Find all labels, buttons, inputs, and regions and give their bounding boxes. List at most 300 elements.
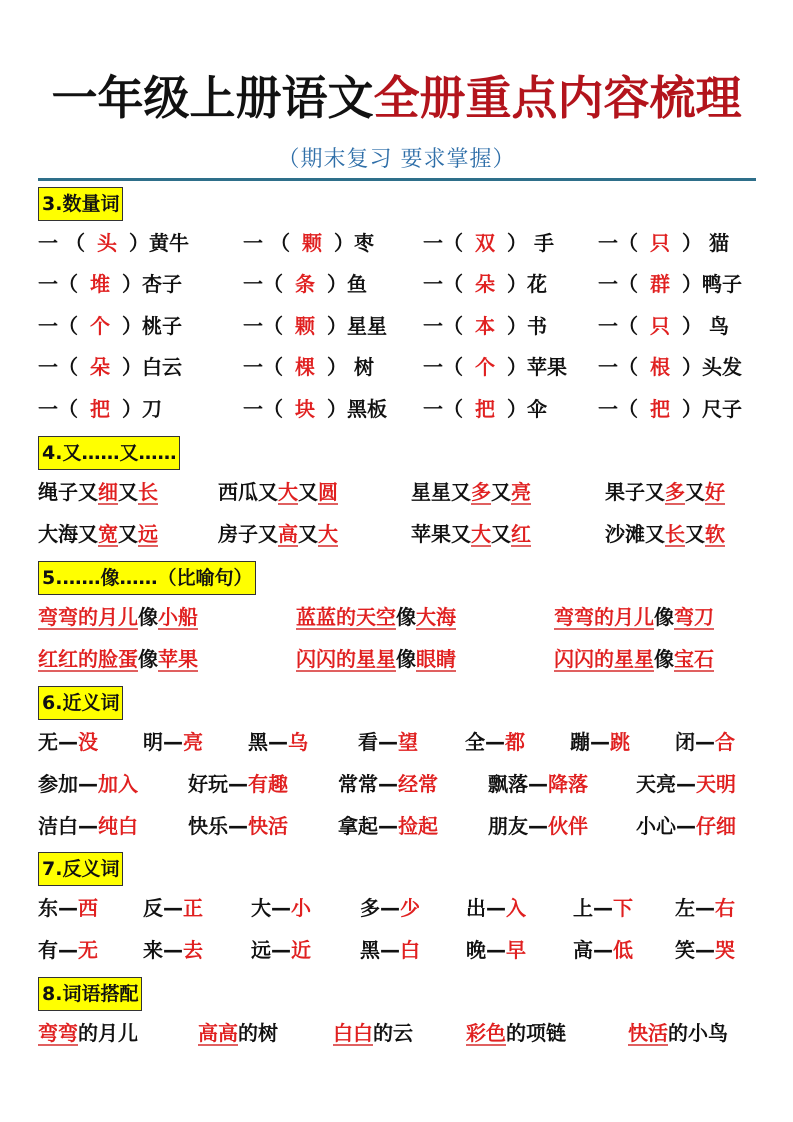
quantifier-answer: 把: [650, 397, 670, 421]
simile-row: [38, 641, 756, 677]
you-you-adj-2: 长: [138, 480, 158, 504]
quantifier-noun: ）伞: [507, 397, 547, 421]
dash: —: [228, 814, 248, 838]
you-you-subject: 星星: [411, 480, 451, 504]
simile-subject: 红红的脸蛋: [38, 647, 138, 671]
quantifier-noun: ） 猫: [682, 231, 729, 255]
quantifier-noun: ）头发: [682, 355, 742, 379]
simile-object: 大海: [416, 605, 456, 629]
you-you-adj-1: 大: [471, 522, 491, 546]
quantifier-item: [423, 391, 547, 427]
collocation-noun: 的树: [238, 1021, 278, 1045]
quantifier-prefix: 一（: [243, 397, 283, 421]
antonym-answer: 少: [400, 896, 420, 920]
quantifier-noun: ）花: [507, 272, 547, 296]
dash: —: [163, 730, 183, 754]
dash: —: [271, 938, 291, 962]
you-you-item: [605, 474, 725, 510]
quantifier-row: [38, 225, 756, 261]
collocation-item: [198, 1015, 278, 1051]
antonym-word: 笑: [675, 938, 695, 962]
dash: —: [380, 896, 400, 920]
quantifier-item: [38, 266, 182, 302]
quantifier-answer: 堆: [90, 272, 110, 296]
antonym-word: 多: [360, 896, 380, 920]
quantifier-answer: 头: [96, 231, 117, 255]
simile-item: [296, 599, 456, 635]
antonym-answer: 白: [400, 938, 420, 962]
quantifier-item: [598, 225, 729, 261]
dash: —: [695, 896, 715, 920]
synonym-pair: [675, 724, 735, 760]
you-you-adj-2: 好: [705, 480, 725, 504]
collocation-item: [628, 1015, 728, 1051]
antonym-pair: [675, 932, 735, 968]
antonym-answer: 西: [78, 896, 98, 920]
section-heading-quantifiers: 3.数量词: [38, 187, 123, 221]
synonym-pair: [488, 808, 588, 844]
synonym-pair: [338, 766, 438, 802]
antonym-answer: 低: [613, 938, 633, 962]
quantifier-answer: 把: [475, 397, 495, 421]
synonym-pair: [38, 766, 138, 802]
synonym-word: 好玩: [188, 772, 228, 796]
antonym-word: 晚: [466, 938, 486, 962]
you-you-subject: 苹果: [411, 522, 451, 546]
synonym-answer: 纯白: [98, 814, 138, 838]
quantifier-item: [423, 266, 547, 302]
synonym-pair: [465, 724, 525, 760]
simile-object: 弯刀: [674, 605, 714, 629]
quantifier-item: [38, 349, 182, 385]
quantifier-item: [423, 308, 547, 344]
collocation-modifier: 高高: [198, 1021, 238, 1045]
you-you-item: [38, 474, 158, 510]
synonym-answer: 降落: [548, 772, 588, 796]
quantifier-prefix: 一（: [598, 314, 638, 338]
quantifier-item: [243, 349, 374, 385]
dash: —: [528, 814, 548, 838]
quantifier-item: [598, 266, 742, 302]
antonym-answer: 早: [506, 938, 526, 962]
synonym-word: 天亮: [636, 772, 676, 796]
you-you-adj-2: 圆: [318, 480, 338, 504]
synonym-pair: [636, 766, 736, 802]
antonym-answer: 入: [506, 896, 526, 920]
synonym-row: [38, 766, 756, 802]
quantifier-prefix: 一（: [598, 231, 638, 255]
collocation-item: [466, 1015, 566, 1051]
simile-subject: 闪闪的星星: [554, 647, 654, 671]
simile-item: [38, 641, 198, 677]
quantifier-noun: ）枣: [333, 231, 374, 255]
quantifier-prefix: 一（: [598, 355, 638, 379]
section-heading-antonyms: 7.反义词: [38, 852, 123, 886]
simile-object: 小船: [158, 605, 198, 629]
synonym-pair: [636, 808, 736, 844]
dash: —: [486, 896, 506, 920]
simile-subject: 弯弯的月儿: [554, 605, 654, 629]
dash: —: [695, 938, 715, 962]
you-you-item: [605, 516, 725, 552]
divider: [38, 178, 756, 181]
dash: —: [528, 772, 548, 796]
dash: —: [486, 938, 506, 962]
quantifier-answer: 把: [90, 397, 110, 421]
synonym-answer: 合: [715, 730, 735, 754]
antonym-answer: 无: [78, 938, 98, 962]
antonym-pair: [466, 932, 526, 968]
synonym-word: 无: [38, 730, 58, 754]
quantifier-noun: ） 手: [507, 231, 554, 255]
dash: —: [78, 814, 98, 838]
quantifier-row: [38, 391, 756, 427]
quantifier-noun: ）书: [507, 314, 547, 338]
you-you-connector: 又: [78, 480, 98, 504]
synonym-word: 快乐: [188, 814, 228, 838]
synonym-pair: [38, 724, 98, 760]
title-black-part: 一年级上册语文: [51, 71, 374, 125]
antonym-row: [38, 932, 756, 968]
section-heading-synonyms: 6.近义词: [38, 686, 123, 720]
you-you-adj-2: 远: [138, 522, 158, 546]
synonym-pair: [570, 724, 630, 760]
you-you-item: [38, 516, 158, 552]
collocation-modifier: 白白: [333, 1021, 373, 1045]
you-you-subject: 绳子: [38, 480, 78, 504]
you-you-adj-1: 高: [278, 522, 298, 546]
you-you-adj-1: 长: [665, 522, 685, 546]
quantifier-prefix: 一（: [243, 355, 283, 379]
dash: —: [268, 730, 288, 754]
synonym-pair: [358, 724, 418, 760]
simile-connector: 像: [138, 647, 158, 671]
you-you-connector: 又: [258, 522, 278, 546]
quantifier-answer: 个: [475, 355, 495, 379]
antonym-pair: [675, 890, 735, 926]
antonym-pair: [573, 932, 633, 968]
antonym-word: 大: [251, 896, 271, 920]
simile-connector: 像: [138, 605, 158, 629]
synonym-answer: 经常: [398, 772, 438, 796]
antonym-pair: [251, 932, 311, 968]
quantifier-row: [38, 349, 756, 385]
quantifier-item: [243, 266, 367, 302]
simile-subject: 弯弯的月儿: [38, 605, 138, 629]
quantifier-noun: ） 鸟: [682, 314, 729, 338]
quantifier-noun: ）杏子: [122, 272, 182, 296]
antonym-answer: 近: [291, 938, 311, 962]
synonym-word: 明: [143, 730, 163, 754]
antonym-word: 远: [251, 938, 271, 962]
quantifier-answer: 颗: [295, 314, 315, 338]
title-red-part: 全册重点内容梳理: [373, 71, 742, 125]
quantifier-answer: 群: [650, 272, 670, 296]
dash: —: [676, 814, 696, 838]
dash: —: [676, 772, 696, 796]
synonym-answer: 快活: [248, 814, 288, 838]
synonym-answer: 都: [505, 730, 525, 754]
simile-connector: 像: [396, 647, 416, 671]
antonym-pair: [251, 890, 311, 926]
quantifier-noun: ）刀: [122, 397, 162, 421]
simile-row: [38, 599, 756, 635]
quantifier-prefix: 一（: [38, 314, 78, 338]
you-you-connector: 又: [491, 480, 511, 504]
quantifier-answer: 颗: [301, 231, 322, 255]
collocation-item: [333, 1015, 413, 1051]
quantifier-noun: ）苹果: [507, 355, 567, 379]
simile-object: 眼睛: [416, 647, 456, 671]
synonym-answer: 仔细: [696, 814, 736, 838]
quantifier-noun: ）白云: [122, 355, 182, 379]
quantifier-item: [243, 391, 387, 427]
quantifier-answer: 根: [650, 355, 670, 379]
antonym-word: 上: [573, 896, 593, 920]
you-you-connector: 又: [118, 480, 138, 504]
you-you-connector: 又: [645, 522, 665, 546]
collocation-modifier: 快活: [628, 1021, 668, 1045]
synonym-pair: [488, 766, 588, 802]
you-you-subject: 沙滩: [605, 522, 645, 546]
quantifier-prefix: 一（: [423, 272, 463, 296]
quantifier-prefix: 一 （: [243, 231, 290, 255]
antonym-word: 来: [143, 938, 163, 962]
you-you-connector: 又: [451, 480, 471, 504]
antonym-answer: 右: [715, 896, 735, 920]
dash: —: [58, 730, 78, 754]
synonym-answer: 有趣: [248, 772, 288, 796]
you-you-connector: 又: [685, 522, 705, 546]
dash: —: [590, 730, 610, 754]
antonym-pair: [360, 890, 420, 926]
synonym-word: 常常: [338, 772, 378, 796]
quantifier-item: [598, 349, 742, 385]
you-you-connector: 又: [78, 522, 98, 546]
antonym-pair: [38, 932, 98, 968]
dash: —: [271, 896, 291, 920]
simile-item: [554, 641, 714, 677]
quantifier-prefix: 一（: [243, 314, 283, 338]
quantifier-item: [38, 225, 189, 261]
quantifier-answer: 本: [475, 314, 495, 338]
you-you-connector: 又: [298, 522, 318, 546]
quantifier-prefix: 一（: [423, 397, 463, 421]
you-you-connector: 又: [451, 522, 471, 546]
synonym-answer: 捡起: [398, 814, 438, 838]
synonym-word: 闭: [675, 730, 695, 754]
quantifier-prefix: 一（: [423, 314, 463, 338]
antonym-answer: 去: [183, 938, 203, 962]
antonym-pair: [38, 890, 98, 926]
antonym-pair: [143, 932, 203, 968]
you-you-connector: 又: [118, 522, 138, 546]
synonym-answer: 伙伴: [548, 814, 588, 838]
antonym-answer: 哭: [715, 938, 735, 962]
collocation-modifier: 弯弯: [38, 1021, 78, 1045]
you-you-subject: 果子: [605, 480, 645, 504]
quantifier-item: [38, 308, 182, 344]
synonym-row: [38, 808, 756, 844]
quantifier-row: [38, 308, 756, 344]
page-title: [0, 68, 793, 128]
you-you-adj-1: 大: [278, 480, 298, 504]
section-heading-simile: 5.……像……（比喻句）: [38, 561, 256, 595]
quantifier-noun: ）黑板: [327, 397, 387, 421]
section-heading-collocations: 8.词语搭配: [38, 977, 142, 1011]
simile-item: [554, 599, 714, 635]
quantifier-item: [423, 349, 567, 385]
synonym-word: 小心: [636, 814, 676, 838]
quantifier-answer: 只: [650, 314, 670, 338]
you-you-adj-2: 大: [318, 522, 338, 546]
dash: —: [378, 730, 398, 754]
collocation-modifier: 彩色: [466, 1021, 506, 1045]
dash: —: [163, 938, 183, 962]
quantifier-prefix: 一（: [423, 231, 463, 255]
you-you-connector: 又: [645, 480, 665, 504]
synonym-word: 全: [465, 730, 485, 754]
antonym-pair: [143, 890, 203, 926]
dash: —: [485, 730, 505, 754]
dash: —: [593, 938, 613, 962]
you-you-subject: 西瓜: [218, 480, 258, 504]
dash: —: [380, 938, 400, 962]
simile-item: [38, 599, 198, 635]
antonym-pair: [466, 890, 526, 926]
you-you-adj-2: 红: [511, 522, 531, 546]
antonym-answer: 下: [613, 896, 633, 920]
quantifier-prefix: 一（: [423, 355, 463, 379]
synonym-pair: [338, 808, 438, 844]
synonym-pair: [38, 808, 138, 844]
quantifier-item: [38, 391, 162, 427]
you-you-adj-2: 亮: [511, 480, 531, 504]
antonym-word: 东: [38, 896, 58, 920]
you-you-item: [218, 474, 338, 510]
quantifier-noun: ）黄牛: [128, 231, 189, 255]
quantifier-answer: 棵: [295, 355, 315, 379]
quantifier-prefix: 一（: [38, 397, 78, 421]
synonym-answer: 天明: [696, 772, 736, 796]
quantifier-answer: 朵: [475, 272, 495, 296]
synonym-pair: [188, 808, 288, 844]
antonym-word: 反: [143, 896, 163, 920]
dash: —: [58, 938, 78, 962]
you-you-connector: 又: [298, 480, 318, 504]
synonym-answer: 没: [78, 730, 98, 754]
quantifier-prefix: 一（: [598, 397, 638, 421]
synonym-answer: 跳: [610, 730, 630, 754]
quantifier-answer: 双: [475, 231, 495, 255]
section-heading-you-you: 4.又……又……: [38, 436, 180, 470]
you-you-item: [411, 516, 531, 552]
synonym-word: 拿起: [338, 814, 378, 838]
synonym-word: 看: [358, 730, 378, 754]
you-you-connector: 又: [685, 480, 705, 504]
antonym-word: 黑: [360, 938, 380, 962]
synonym-answer: 亮: [183, 730, 203, 754]
synonym-word: 参加: [38, 772, 78, 796]
quantifier-answer: 朵: [90, 355, 110, 379]
collocation-noun: 的月儿: [78, 1021, 138, 1045]
you-you-adj-1: 细: [98, 480, 118, 504]
synonym-word: 飘落: [488, 772, 528, 796]
you-you-connector: 又: [258, 480, 278, 504]
synonym-row: [38, 724, 756, 760]
antonym-word: 有: [38, 938, 58, 962]
you-you-adj-2: 软: [705, 522, 725, 546]
dash: —: [228, 772, 248, 796]
synonym-answer: 加入: [98, 772, 138, 796]
quantifier-answer: 个: [90, 314, 110, 338]
simile-item: [296, 641, 456, 677]
antonym-pair: [360, 932, 420, 968]
antonym-word: 出: [466, 896, 486, 920]
quantifier-noun: ）鸭子: [682, 272, 742, 296]
antonym-answer: 小: [291, 896, 311, 920]
you-you-adj-1: 多: [471, 480, 491, 504]
collocation-noun: 的项链: [506, 1021, 566, 1045]
antonym-pair: [573, 890, 633, 926]
simile-connector: 像: [396, 605, 416, 629]
quantifier-item: [243, 308, 387, 344]
antonym-word: 左: [675, 896, 695, 920]
synonym-word: 朋友: [488, 814, 528, 838]
you-you-adj-1: 宽: [98, 522, 118, 546]
you-you-item: [411, 474, 531, 510]
collocation-noun: 的小鸟: [668, 1021, 728, 1045]
quantifier-item: [598, 308, 729, 344]
quantifier-noun: ）鱼: [327, 272, 367, 296]
quantifier-prefix: 一（: [243, 272, 283, 296]
you-you-adj-1: 多: [665, 480, 685, 504]
dash: —: [593, 896, 613, 920]
you-you-subject: 房子: [218, 522, 258, 546]
quantifier-noun: ）星星: [327, 314, 387, 338]
synonym-word: 蹦: [570, 730, 590, 754]
synonym-answer: 乌: [288, 730, 308, 754]
simile-connector: 像: [654, 605, 674, 629]
you-you-subject: 大海: [38, 522, 78, 546]
quantifier-prefix: 一 （: [38, 231, 85, 255]
synonym-word: 洁白: [38, 814, 78, 838]
dash: —: [378, 814, 398, 838]
you-you-row: [38, 474, 756, 510]
antonym-answer: 正: [183, 896, 203, 920]
quantifier-item: [423, 225, 554, 261]
quantifier-row: [38, 266, 756, 302]
quantifier-noun: ）尺子: [682, 397, 742, 421]
quantifier-noun: ）桃子: [122, 314, 182, 338]
quantifier-prefix: 一（: [38, 272, 78, 296]
dash: —: [695, 730, 715, 754]
quantifier-noun: ） 树: [327, 355, 374, 379]
collocation-item: [38, 1015, 138, 1051]
simile-connector: 像: [654, 647, 674, 671]
dash: —: [163, 896, 183, 920]
quantifier-answer: 只: [650, 231, 670, 255]
quantifier-answer: 条: [295, 272, 315, 296]
quantifier-item: [598, 391, 742, 427]
you-you-connector: 又: [491, 522, 511, 546]
quantifier-prefix: 一（: [38, 355, 78, 379]
simile-subject: 闪闪的星星: [296, 647, 396, 671]
collocation-row: [38, 1015, 756, 1051]
antonym-row: [38, 890, 756, 926]
simile-object: 宝石: [674, 647, 714, 671]
you-you-item: [218, 516, 338, 552]
